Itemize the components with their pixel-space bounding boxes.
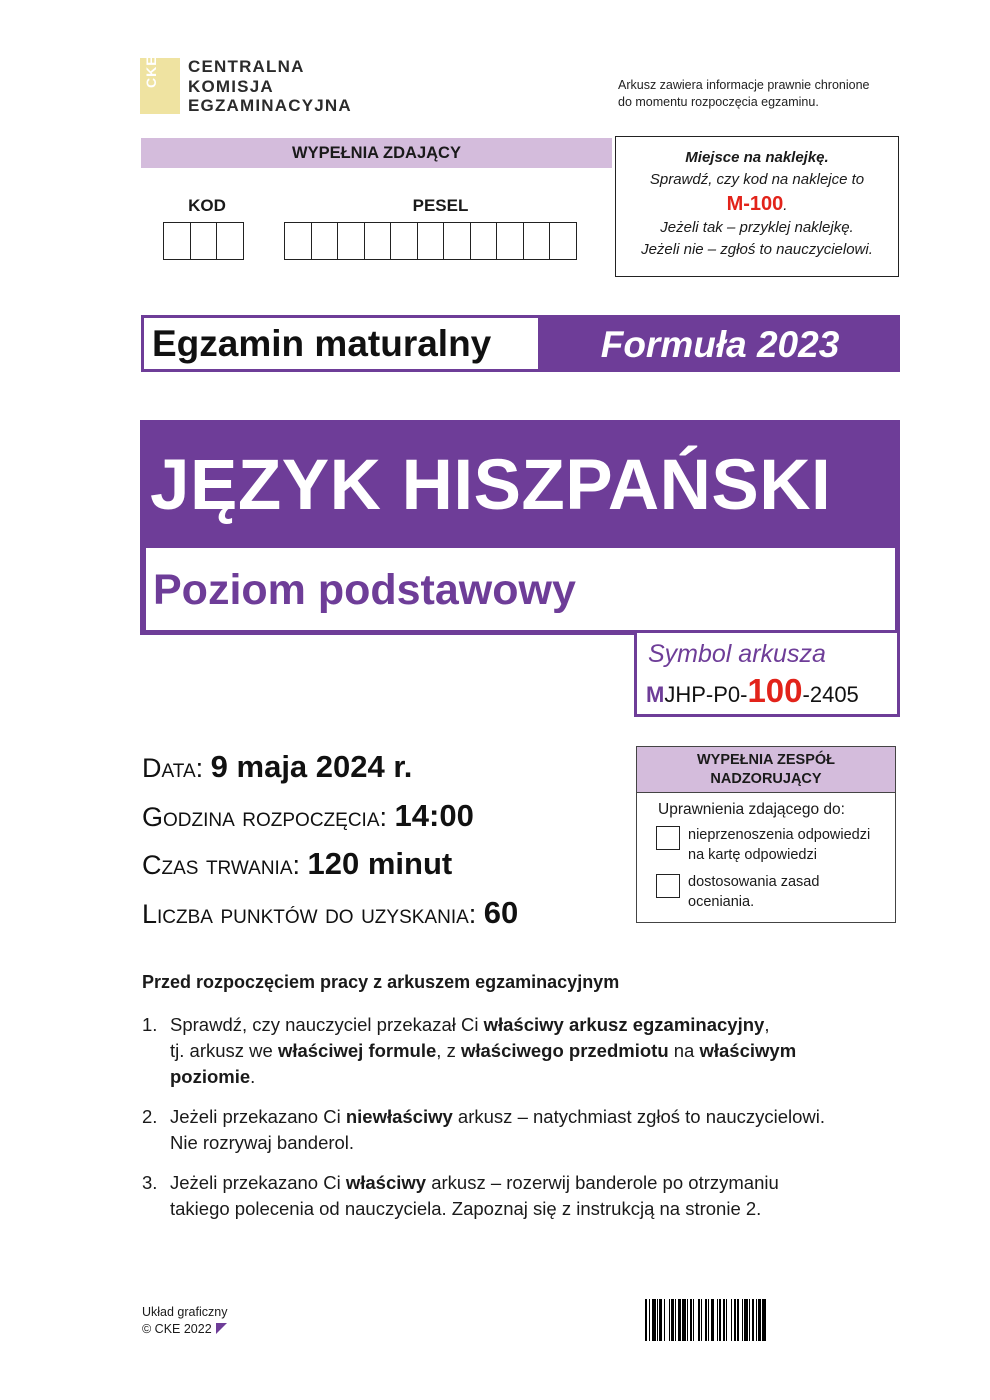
digit-box[interactable] bbox=[417, 222, 445, 260]
detail-label: Czas trwania: bbox=[142, 850, 301, 880]
option-no-transfer bbox=[688, 825, 870, 865]
cke-logo-mark bbox=[140, 55, 180, 114]
footer-line: © CKE 2022 bbox=[142, 1322, 212, 1336]
symbol-code bbox=[646, 673, 859, 713]
instruction-fragment: Nie rozrywaj banderol. bbox=[170, 1132, 355, 1153]
symbol-code-m: M bbox=[646, 682, 665, 707]
instructions-heading: Przed rozpoczęciem pracy z arkuszem egzaminacyjnym bbox=[142, 972, 620, 992]
symbol-code-prefix: JHP-P0- bbox=[664, 682, 748, 707]
instruction-fragment: Sprawdź, czy nauczyciel przekazał Ci bbox=[170, 1014, 484, 1035]
checkbox-no-transfer[interactable] bbox=[656, 826, 680, 850]
instruction-fragment: , z bbox=[436, 1040, 461, 1061]
instruction-fragment: na bbox=[668, 1040, 700, 1061]
digit-box[interactable] bbox=[216, 222, 244, 260]
exam-date bbox=[142, 750, 412, 785]
detail-label: Data: bbox=[142, 753, 204, 783]
instruction-fragment: tj. arkusz we bbox=[170, 1040, 278, 1061]
legal-notice-line: do momentu rozpoczęcia egzaminu. bbox=[618, 95, 819, 109]
option-adjusted-grading bbox=[688, 872, 819, 912]
exam-start-time bbox=[142, 799, 474, 834]
corner-mark-icon bbox=[216, 1323, 227, 1334]
exam-points bbox=[142, 896, 518, 931]
instruction-item bbox=[142, 1170, 902, 1222]
sticker-instruction: Jeżeli nie – zgłoś to nauczycielowi. bbox=[641, 241, 873, 258]
instruction-item bbox=[142, 1104, 902, 1156]
pesel-label: PESEL bbox=[412, 196, 469, 215]
digit-box[interactable] bbox=[470, 222, 498, 260]
instruction-item bbox=[142, 1012, 902, 1090]
digit-box[interactable] bbox=[523, 222, 551, 260]
instruction-emphasis: właściwy bbox=[345, 1172, 427, 1193]
sticker-title: Miejsce na naklejkę. bbox=[685, 149, 829, 166]
sticker-instruction: Jeżeli tak – przyklej naklejkę. bbox=[660, 219, 854, 236]
option-line: dostosowania zasad bbox=[688, 874, 820, 890]
instruction-number: 2. bbox=[142, 1106, 158, 1127]
digit-box[interactable] bbox=[549, 222, 577, 260]
digit-box[interactable] bbox=[284, 222, 312, 260]
candidate-fill-band: WYPEŁNIA ZDAJĄCY bbox=[141, 138, 612, 168]
detail-label: Liczba punktów do uzyskania: bbox=[142, 899, 477, 929]
option-line: na kartę odpowiedzi bbox=[688, 847, 817, 863]
detail-value: 60 bbox=[483, 895, 519, 930]
legal-notice bbox=[618, 77, 870, 111]
symbol-label: Symbol arkusza bbox=[648, 640, 826, 668]
instruction-number: 1. bbox=[142, 1014, 158, 1035]
supervisor-lead: Uprawnienia zdającego do: bbox=[658, 801, 845, 818]
kod-label: KOD bbox=[188, 196, 226, 215]
option-line: oceniania. bbox=[688, 894, 755, 910]
sticker-instruction: Sprawdź, czy kod na naklejce to bbox=[649, 171, 865, 188]
detail-value: 9 maja 2024 r. bbox=[210, 749, 413, 784]
exam-duration bbox=[142, 847, 452, 882]
exam-title: Egzamin maturalny bbox=[144, 318, 538, 369]
checkbox-adjusted-grading[interactable] bbox=[656, 874, 680, 898]
instruction-emphasis: niewłaściwy bbox=[345, 1106, 453, 1127]
instruction-emphasis: właściwym bbox=[699, 1040, 797, 1061]
sticker-area bbox=[615, 136, 899, 277]
detail-label: Godzina rozpoczęcia: bbox=[142, 802, 388, 832]
digit-box[interactable] bbox=[496, 222, 524, 260]
logo-mark-text: CKE bbox=[143, 55, 159, 88]
detail-value: 120 minut bbox=[307, 846, 453, 881]
supervisor-band-line: NADZORUJĄCY bbox=[710, 771, 822, 787]
instruction-fragment: arkusz – natychmiast zgłoś to nauczycielowi. bbox=[452, 1106, 826, 1127]
instruction-emphasis: poziomie bbox=[170, 1066, 251, 1087]
digit-box[interactable] bbox=[190, 222, 218, 260]
exam-formula: Formuła 2023 bbox=[600, 324, 840, 365]
instruction-fragment: Jeżeli przekazano Ci bbox=[170, 1106, 346, 1127]
instruction-text bbox=[170, 1012, 902, 1090]
kod-boxes[interactable] bbox=[164, 222, 244, 260]
level-text: Poziom podstawowy bbox=[153, 566, 576, 614]
digit-box[interactable] bbox=[163, 222, 191, 260]
logo-line: KOMISJA bbox=[188, 76, 274, 96]
logo-line: CENTRALNA bbox=[188, 57, 305, 76]
symbol-code-suffix: -2405 bbox=[802, 682, 859, 707]
instruction-number: 3. bbox=[142, 1172, 158, 1193]
logo-line: EGZAMINACYJNA bbox=[188, 96, 352, 115]
instruction-fragment: takiego polecenia od nauczyciela. Zapoznaj się z instrukcją na stronie 2. bbox=[170, 1198, 762, 1219]
legal-notice-line: Arkusz zawiera informacje prawnie chronione bbox=[618, 78, 870, 92]
instruction-fragment: . bbox=[250, 1066, 256, 1087]
subject-title: JĘZYK HISZPAŃSKI bbox=[150, 446, 832, 525]
instruction-fragment: arkusz – rozerwij banderole po otrzymaniu bbox=[426, 1172, 779, 1193]
sticker-code-suffix: . bbox=[783, 197, 788, 214]
supervisor-band-line: WYPEŁNIA ZESPÓŁ bbox=[696, 752, 836, 768]
barcode-bar bbox=[766, 1299, 767, 1341]
pesel-boxes[interactable] bbox=[285, 222, 577, 260]
symbol-code-number: 100 bbox=[747, 672, 803, 709]
option-line: nieprzenoszenia odpowiedzi bbox=[688, 827, 871, 843]
instruction-text bbox=[170, 1170, 902, 1222]
instruction-emphasis: właściwego przedmiotu bbox=[460, 1040, 669, 1061]
instruction-emphasis: właściwej formule bbox=[277, 1040, 437, 1061]
footer-line: Układ graficzny bbox=[142, 1305, 228, 1319]
digit-box[interactable] bbox=[390, 222, 418, 260]
instruction-fragment: , bbox=[764, 1014, 770, 1035]
digit-box[interactable] bbox=[364, 222, 392, 260]
instruction-text bbox=[170, 1104, 902, 1156]
footer-credit bbox=[142, 1304, 227, 1338]
barcode bbox=[645, 1299, 887, 1341]
digit-box[interactable] bbox=[311, 222, 339, 260]
cke-logo-text bbox=[188, 57, 352, 116]
detail-value: 14:00 bbox=[394, 798, 474, 833]
instruction-emphasis: właściwy arkusz egzaminacyjny bbox=[483, 1014, 765, 1035]
digit-box[interactable] bbox=[443, 222, 471, 260]
sticker-code: M-100 bbox=[726, 193, 784, 215]
digit-box[interactable] bbox=[337, 222, 365, 260]
instruction-fragment: Jeżeli przekazano Ci bbox=[170, 1172, 346, 1193]
supervisor-band bbox=[637, 747, 895, 793]
